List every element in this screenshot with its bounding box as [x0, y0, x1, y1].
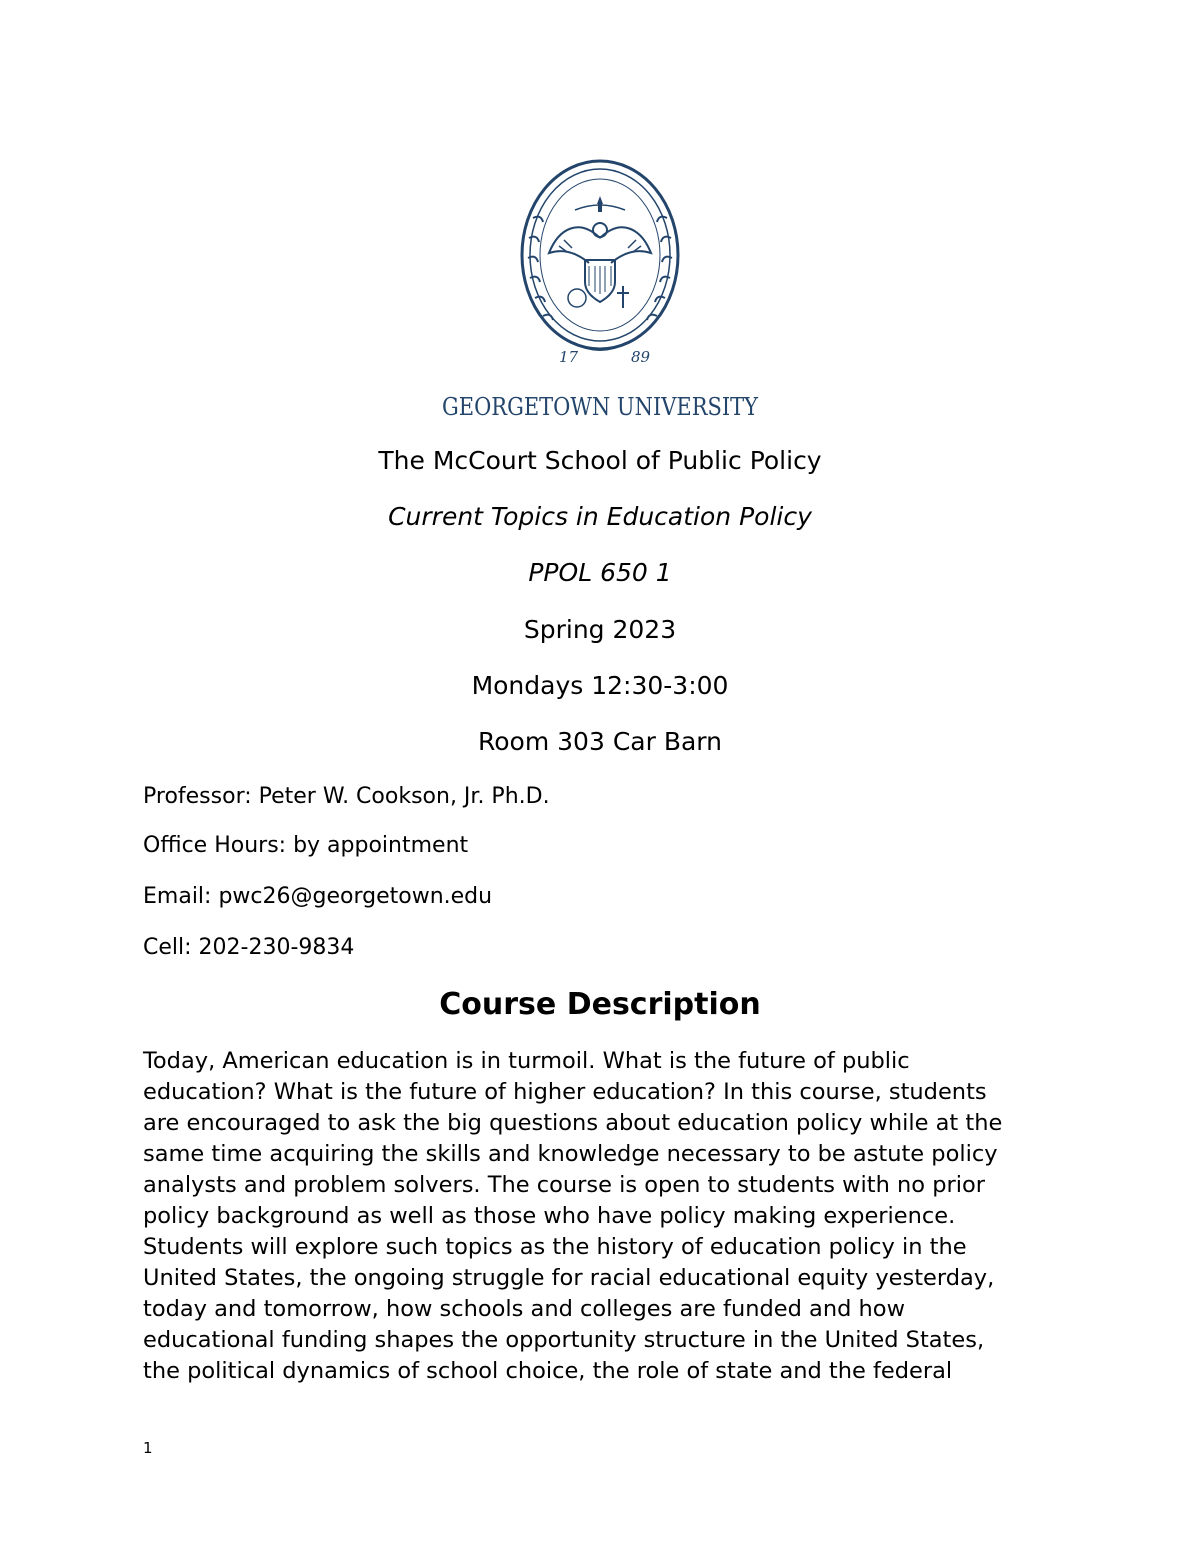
- cell-line: Cell: 202-230-9834: [143, 935, 355, 960]
- description-line: policy background as well as those who have policy making experience.: [143, 1203, 956, 1229]
- description-line: educational funding shapes the opportunity structure in the United States,: [143, 1327, 985, 1353]
- course-room: Room 303 Car Barn: [478, 727, 722, 756]
- course-code: PPOL 650 1: [528, 558, 672, 587]
- description-line: analysts and problem solvers. The course is open to students with no prior: [143, 1172, 986, 1198]
- course-title: Current Topics in Education Policy: [388, 502, 812, 531]
- school-name: The McCourt School of Public Policy: [378, 446, 822, 475]
- seal-year-left: 17: [559, 348, 579, 366]
- description-line: same time acquiring the skills and knowledge necessary to be astute policy: [143, 1141, 998, 1167]
- course-description-body: [143, 1046, 1055, 1387]
- georgetown-seal-logo: [519, 158, 681, 373]
- course-term: Spring 2023: [523, 615, 677, 644]
- description-line: are encouraged to ask the big questions about education policy while at the: [143, 1110, 1003, 1136]
- university-name: GEORGETOWN UNIVERSITY: [442, 393, 760, 421]
- description-line: United States, the ongoing struggle for racial educational equity yesterday,: [143, 1265, 995, 1291]
- description-line: today and tomorrow, how schools and colleges are funded and how: [143, 1296, 905, 1322]
- page-number: 1: [143, 1439, 153, 1457]
- description-line: Students will explore such topics as the history of education policy in the: [143, 1234, 967, 1260]
- professor-line: Professor: Peter W. Cookson, Jr. Ph.D.: [143, 784, 550, 809]
- description-line: education? What is the future of higher education? In this course, students: [143, 1079, 987, 1105]
- course-description-heading: Course Description: [439, 987, 761, 1022]
- email-line: Email: pwc26@georgetown.edu: [143, 884, 493, 909]
- description-line: Today, American education is in turmoil. What is the future of public: [143, 1048, 910, 1074]
- office-hours-line: Office Hours: by appointment: [143, 833, 469, 858]
- seal-year-right: 89: [631, 348, 651, 366]
- course-schedule: Mondays 12:30-3:00: [471, 671, 729, 700]
- description-line: the political dynamics of school choice, the role of state and the federal: [143, 1358, 953, 1384]
- georgetown-wordmark: [440, 389, 760, 423]
